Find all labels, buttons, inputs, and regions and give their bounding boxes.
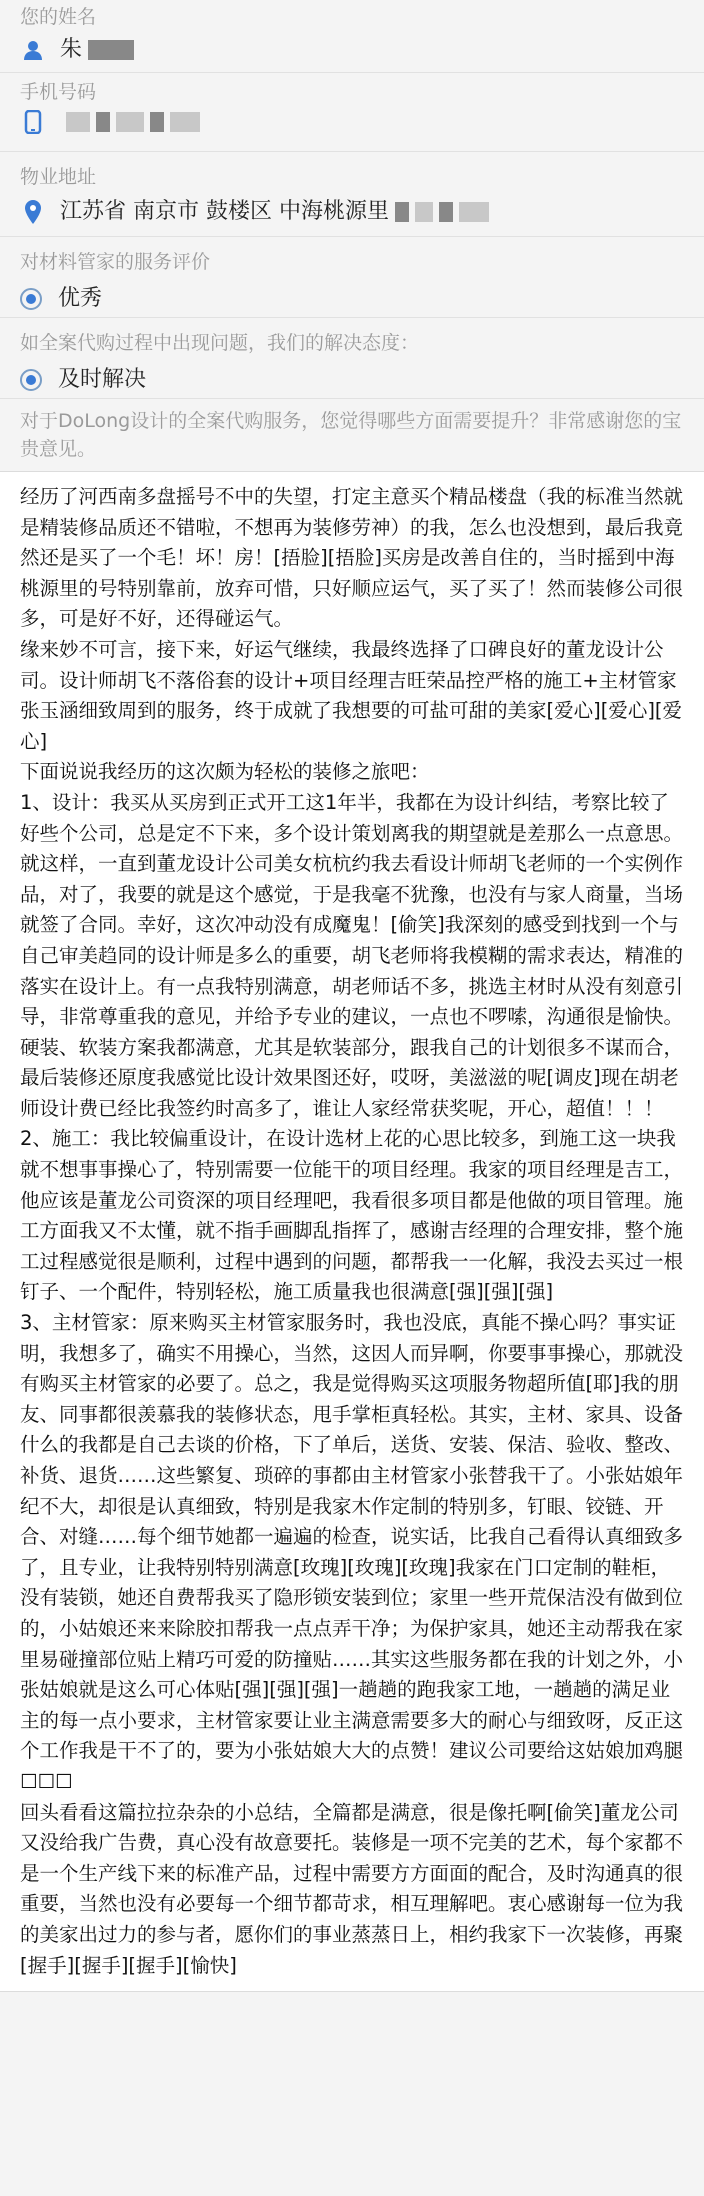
redaction-block: [96, 112, 110, 132]
person-icon: [20, 37, 46, 63]
radio-selected-icon[interactable]: [20, 369, 42, 391]
address-label: 物业地址: [20, 166, 97, 188]
redaction-block: [459, 202, 489, 222]
redaction-block: [88, 40, 134, 60]
feedback-paragraph: 缘来妙不可言，接下来，好运气继续，我最终选择了口碑良好的董龙设计公司。设计师胡飞不落俗套的设计+项目经理吉旺荣品控严格的施工+主材管家张玉涵细致周到的服务，终于成就了我想要的可盐可甜的美家[爱心][爱心][爱心]: [20, 637, 683, 753]
rating-option-label: 优秀: [58, 286, 103, 311]
redaction-block: [415, 202, 433, 222]
address-row: [20, 194, 684, 230]
solution-option[interactable]: [20, 362, 684, 398]
feedback-question: 对于DoLong设计的全案代购服务，您觉得哪些方面需要提升？非常感谢您的宝贵意见。: [20, 410, 682, 460]
phone-icon: [20, 109, 46, 135]
redaction-block: [66, 112, 90, 132]
name-field: [0, 0, 704, 73]
redaction-block: [170, 112, 200, 132]
phone-label: 手机号码: [20, 81, 97, 103]
feedback-textarea[interactable]: [0, 471, 704, 1992]
rating-option[interactable]: [20, 281, 684, 317]
address-value: 江苏省 南京市 鼓楼区 中海桃源里: [60, 199, 389, 224]
name-row: [20, 32, 684, 68]
solution-field: [0, 318, 704, 399]
feedback-paragraph: 2、施工：我比较偏重设计，在设计选材上花的心思比较多，到施工这一块我就不想事事操心了，特别需要一位能干的项目经理。我家的项目经理是吉工，他应该是董龙公司资深的项目经理吧，我看很多项目都是他做的项目管理。施工方面我又不太懂，就不指手画脚乱指挥了，感谢吉经理的合理安排，整个施工过程感觉很是顺利，过程中遇到的问题，都帮我一一化解，我没去买过一根钉子、一个配件，特别轻松，施工质量我也很满意[强][强][强]: [20, 1127, 684, 1304]
rating-field: [0, 237, 704, 318]
feedback-paragraph: 回头看看这篇拉拉杂杂的小总结，全篇都是满意，很是像托啊[偷笑]董龙公司又没给我广告费，真心没有故意要托。装修是一项不完美的艺术，每个家都不是一个生产线下来的标准产品，过程中需要方方面面的配合，及时沟通真的很重要，当然也没有必要每一个细节都苛求，相互理解吧。衷心感谢每一位为我的美家出过力的参与者，愿你们的事业蒸蒸日上，相约我家下一次装修，再聚[握手][握手][握手][愉快]: [20, 1800, 684, 1977]
feedback-paragraph: 经历了河西南多盘摇号不中的失望，打定主意买个精品楼盘（我的标准当然就是精装修品质还不错啦，不想再为装修劳神）的我，怎么也没想到，最后我竟然还是买了一个毛！坏！房！[捂脸][捂脸]买房是改善自住的，当时摇到中海桃源里的号特别靠前，放弃可惜，只好顺应运气，买了买了！然而装修公司很多，可是好不好，还得碰运气。: [20, 485, 684, 631]
solution-question: 如全案代购过程中出现问题，我们的解决态度：: [20, 332, 420, 354]
redaction-block: [395, 202, 409, 222]
radio-selected-icon[interactable]: [20, 288, 42, 310]
feedback-paragraph: 1、设计：我买从买房到正式开工这1年半，我都在为设计纠结，考察比较了好些个公司，总是定不下来，多个设计策划离我的期望就是差那么一点意思。就这样，一直到董龙设计公司美女杭杭约我去看设计师胡飞老师的一个实例作品，对了，我要的就是这个感觉，于是我毫不犹豫，也没有与家人商量，当场就签了合同。幸好，这次冲动没有成魔鬼！[偷笑]我深刻的感受到找到一个与自己审美趋同的设计师是多么的重要，胡飞老师将我模糊的需求表达，精准的落实在设计上。有一点我特别满意，胡老师话不多，挑选主材时从没有刻意引导，非常尊重我的意见，并给予专业的建议，一点也不啰嗦，沟通很是愉快。硬装、软装方案我都满意，尤其是软装部分，跟我自己的计划很多不谋而合，最后装修还原度我感觉比设计效果图还好，哎呀，美滋滋的呢[调皮]现在胡老师设计费已经比我签约时高多了，谁让人家经常获奖呢，开心，超值！！！: [20, 790, 684, 1120]
name-value: 朱: [60, 37, 83, 62]
solution-option-label: 及时解决: [58, 367, 147, 392]
rating-question: 对材料管家的服务评价: [20, 251, 211, 273]
address-field: [0, 152, 704, 237]
phone-field: [0, 73, 704, 152]
phone-row: [20, 109, 684, 135]
feedback-paragraph: 3、主材管家：原来购买主材管家服务时，我也没底，真能不操心吗？事实证明，我想多了，确实不用操心，当然，这因人而异啊，你要事事操心，那就没有购买主材管家的必要了。总之，我是觉得购买这项服务物超所值[耶]我的朋友、同事都很羡慕我的装修状态，甩手掌柜真轻松。其实，主材、家具、设备什么的我都是自己去谈的价格，下了单后，送货、安装、保洁、验收、整改、补货、退货……这些繁复、琐碎的事都由主材管家小张替我干了。小张姑娘年纪不大，却很是认真细致，特别是我家木作定制的特别多，钉眼、铰链、开合、对缝……每个细节她都一遍遍的检查，说实话，比我自己看得认真细致多了，且专业，让我特别特别满意[玫瑰][玫瑰][玫瑰]我家在门口定制的鞋柜，没有装锁，她还自费帮我买了隐形锁安装到位；家里一些开荒保洁没有做到位的，小姑娘还来来除胶扣帮我一点点弄干净；为保护家具，她还主动帮我在家里易碰撞部位贴上精巧可爱的防撞贴……其实这些服务都在我的计划之外，小张姑娘就是这么可心体贴[强][强][强]一趟趟的跑我家工地，一趟趟的满足业主的每一点小要求，主材管家要让业主满意需要多大的耐心与细致呀，反正这个工作我是干不了的，要为小张姑娘大大的点赞！建议公司要给这姑娘加鸡腿☐☐☐: [20, 1311, 684, 1793]
redaction-block: [439, 202, 453, 222]
location-pin-icon: [20, 199, 46, 225]
redaction-block: [150, 112, 164, 132]
name-label: 您的姓名: [20, 6, 97, 28]
redaction-block: [116, 112, 144, 132]
feedback-paragraph: 下面说说我经历的这次颇为轻松的装修之旅吧：: [20, 760, 430, 784]
